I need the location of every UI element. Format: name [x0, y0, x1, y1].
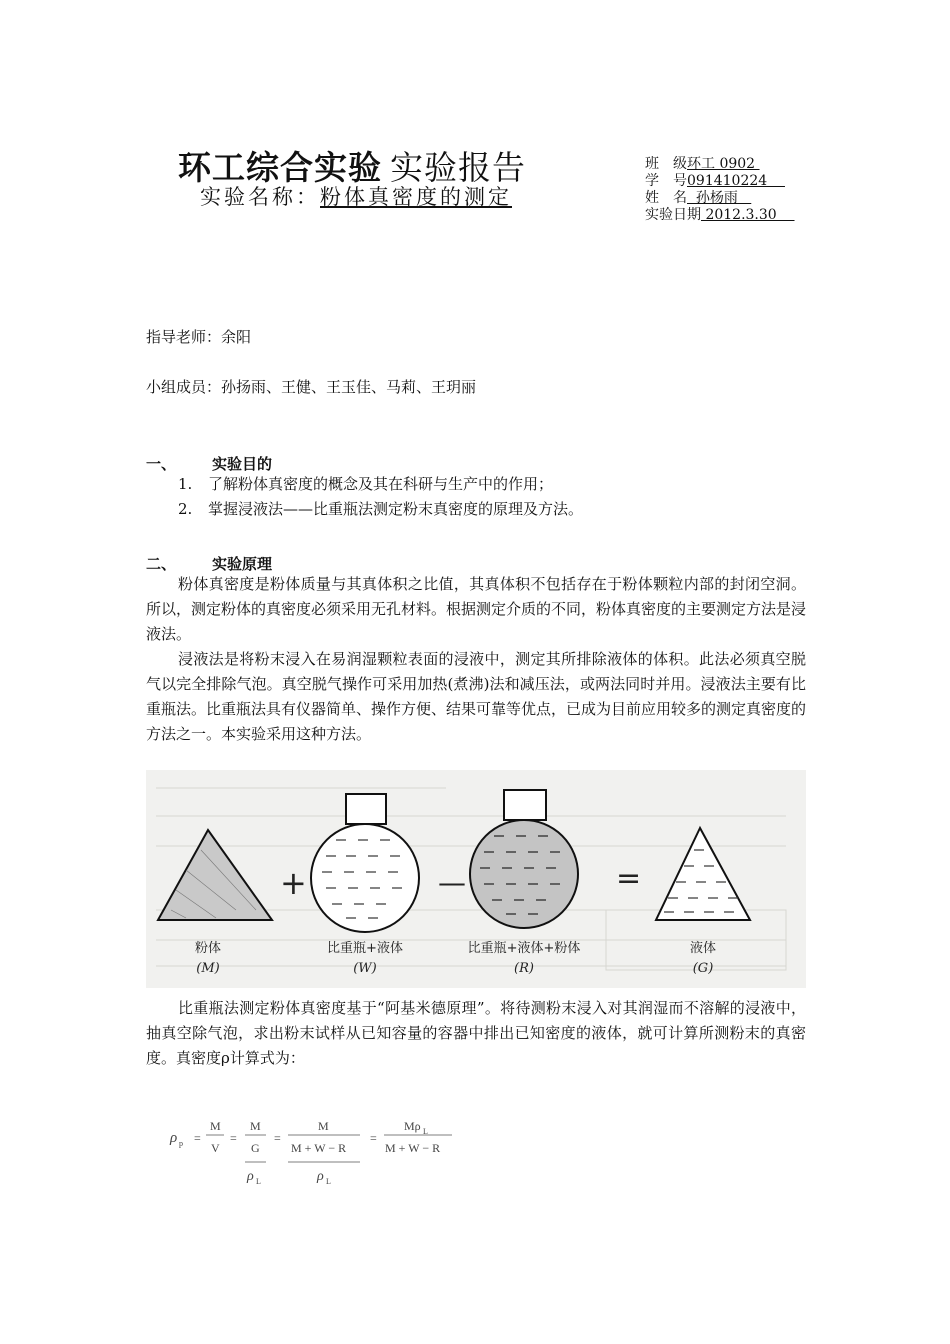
label-flask-liquid: 比重瓶+液体 [327, 941, 403, 956]
paragraph: 浸液法是将粉末浸入在易润湿颗粒表面的浸液中，测定其所排除液体的体积。此法必须真空脱气以完全排除气泡。真空脱气操作可采用加热(煮沸)法和减压法，或两法同时并用。浸液法主要有比重瓶法。比重瓶法具有仪器简单、操作方便、结果可靠等优点，已成为目前应用较多的测定真密度的方法之一。本实验采用这种方法。 [146, 650, 807, 743]
course-name: 环工综合实验 [178, 148, 382, 187]
plus-operator: + [280, 864, 307, 902]
advisor-line: 指导老师：余阳 [146, 328, 252, 346]
t2-mid: G [251, 1141, 260, 1155]
symbol-powder: (M) [196, 961, 220, 976]
list-item [178, 497, 583, 522]
t4-num-sub: L [423, 1127, 428, 1136]
label-powder: 粉体 [194, 941, 222, 956]
experiment-name-line [200, 181, 512, 211]
class-row [645, 156, 795, 173]
date-label: 实验日期 [645, 207, 701, 223]
name-value: 孙杨雨 [687, 190, 752, 206]
equals-operator: = [616, 861, 642, 896]
paragraph: 比重瓶法测定粉体真密度基于“阿基米德原理”。将待测粉末浸入对其润湿而不溶解的浸液中，抽真空除气泡，求出粉末试样从已知容量的容器中排出已知密度的液体，就可计算所测粉末的真密度。真密度ρ计算式为： [146, 999, 806, 1067]
student-info-block [645, 156, 795, 224]
report-type: 实验报告 [390, 148, 526, 187]
class-value: 环工 0902 [687, 156, 760, 172]
minus-operator: — [438, 866, 466, 899]
date-value: 2012.3.30 [701, 207, 795, 223]
list-item-number: 2. [178, 500, 193, 518]
list-item-text: 了解粉体真密度的概念及其在科研与生产中的作用； [208, 475, 554, 493]
name-row [645, 190, 795, 207]
t2-num: M [250, 1119, 261, 1133]
symbol-liquid: (G) [692, 961, 714, 976]
paragraph: 粉体真密度是粉体质量与其真体积之比值，其真体积不包括存在于粉体颗粒内部的封闭空洞。所以，测定粉体的真密度必须采用无孔材料。根据测定介质的不同，粉体真密度的主要测定方法是浸液法。 [146, 575, 807, 643]
symbol-flask-liquid-powder: (R) [514, 961, 534, 976]
eq-1: = [194, 1131, 201, 1145]
t3-num: M [318, 1119, 329, 1133]
experiment-name-label: 实验名称： [200, 185, 320, 209]
section-heading-principle [146, 553, 272, 574]
section-heading-purpose [146, 453, 272, 474]
density-formula [160, 1108, 470, 1190]
name-label: 姓 名 [645, 190, 687, 206]
t1-num: M [210, 1119, 221, 1133]
label-flask-liquid-powder: 比重瓶+液体+粉体 [467, 941, 581, 956]
experiment-name-value: 粉体真密度的测定 [320, 185, 512, 209]
section-title: 实验原理 [212, 555, 273, 573]
principle-text [146, 572, 806, 747]
t3-den-sub: L [326, 1177, 331, 1186]
archimedes-paragraph [146, 996, 806, 1071]
purpose-list [178, 472, 583, 522]
formula-lhs-sub: p [179, 1139, 183, 1148]
list-item-text: 掌握浸液法——比重瓶法测定粉末真密度的原理及方法。 [208, 500, 584, 518]
eq-2: = [230, 1131, 237, 1145]
eq-3: = [274, 1131, 281, 1145]
t3-mid: M + W − R [291, 1141, 347, 1155]
id-value: 091410224 [687, 173, 785, 189]
t3-den: ρ [317, 1169, 324, 1184]
t4-num: Mρ [404, 1119, 421, 1133]
section-title: 实验目的 [212, 455, 273, 473]
section-number: 二、 [146, 555, 177, 573]
list-item [178, 472, 583, 497]
t1-den: V [211, 1141, 220, 1155]
t2-den-sub: L [256, 1177, 261, 1186]
pycnometer-diagram [146, 770, 806, 988]
members-line: 小组成员：孙扬雨、王健、王玉佳、马莉、王玥丽 [146, 378, 477, 396]
t4-den: M + W − R [385, 1141, 441, 1155]
class-label: 班 级 [645, 156, 687, 172]
t2-den: ρ [247, 1169, 254, 1184]
formula-lhs: ρ [170, 1130, 178, 1146]
id-label: 学 号 [645, 173, 687, 189]
date-row [645, 207, 795, 224]
section-number: 一、 [146, 455, 177, 473]
symbol-flask-liquid: (W) [353, 961, 377, 976]
id-row [645, 173, 795, 190]
label-liquid: 液体 [689, 941, 717, 956]
list-item-number: 1. [178, 475, 193, 493]
eq-4: = [370, 1131, 377, 1145]
